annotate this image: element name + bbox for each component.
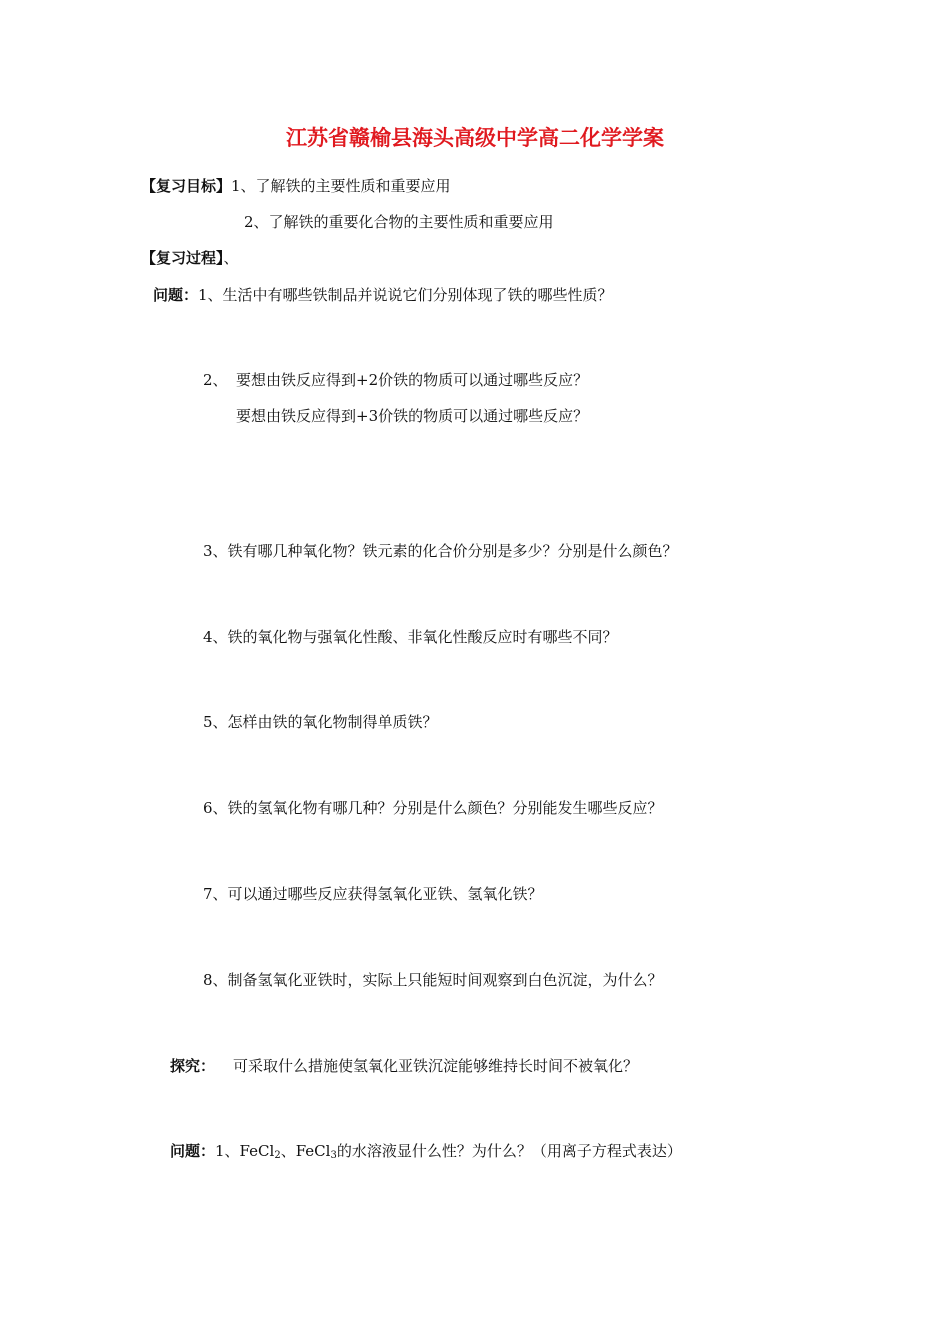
question-1: 1、生活中有哪些铁制品并说说它们分别体现了铁的哪些性质？ — [198, 286, 613, 304]
questions-label: 问题： — [153, 286, 199, 304]
explore-label: 探究： — [170, 1057, 216, 1075]
review-goals-line1 — [141, 176, 451, 196]
question-7: 7、可以通过哪些反应获得氢氧化亚铁、氢氧化铁？ — [203, 885, 543, 903]
review-process-line — [141, 248, 239, 268]
question-4: 4、铁的氧化物与强氧化性酸、非氧化性酸反应时有哪些不同？ — [203, 628, 618, 646]
page-title: 江苏省赣榆县海头高级中学高二化学学案 — [286, 126, 664, 150]
fecl3-subscript: 3 — [330, 1150, 337, 1161]
question-5: 5、怎样由铁的氧化物制得单质铁？ — [203, 713, 438, 731]
question-3: 3、铁有哪几种氧化物？铁元素的化合价分别是多少？分别是什么颜色？ — [203, 542, 678, 560]
question-6: 6、铁的氢氧化物有哪几种？分别是什么颜色？分别能发生哪些反应？ — [203, 799, 663, 817]
question-2-line2: 要想由铁反应得到+3价铁的物质可以通过哪些反应？ — [236, 407, 589, 425]
section2-question-1-line — [170, 1141, 682, 1161]
review-goal-2: 2、了解铁的重要化合物的主要性质和重要应用 — [244, 213, 554, 231]
fecl-mid: 、FeCl — [280, 1142, 331, 1160]
fecl2-subscript: 2 — [274, 1150, 281, 1161]
question-2-number: 2、 — [203, 371, 228, 389]
review-process-suffix: 、 — [223, 249, 239, 267]
review-goal-1: 1、了解铁的主要性质和重要应用 — [231, 177, 451, 195]
review-goals-label: 【复习目标】 — [141, 177, 232, 195]
question-2-line1: 要想由铁反应得到+2价铁的物质可以通过哪些反应？ — [236, 371, 589, 389]
explore-text: 可采取什么措施使氢氧化亚铁沉淀能够维持长时间不被氧化？ — [233, 1057, 639, 1075]
fecl-question-suffix: 的水溶液显什么性？为什么？（用离子方程式表达） — [336, 1142, 682, 1160]
question-1-line — [153, 285, 613, 305]
explore-line — [170, 1056, 638, 1076]
fecl-prefix: 1、FeCl — [215, 1142, 275, 1160]
review-process-label: 【复习过程】 — [141, 249, 224, 267]
questions-label-2: 问题： — [170, 1142, 216, 1160]
question-8: 8、制备氢氧化亚铁时，实际上只能短时间观察到白色沉淀，为什么？ — [203, 971, 663, 989]
